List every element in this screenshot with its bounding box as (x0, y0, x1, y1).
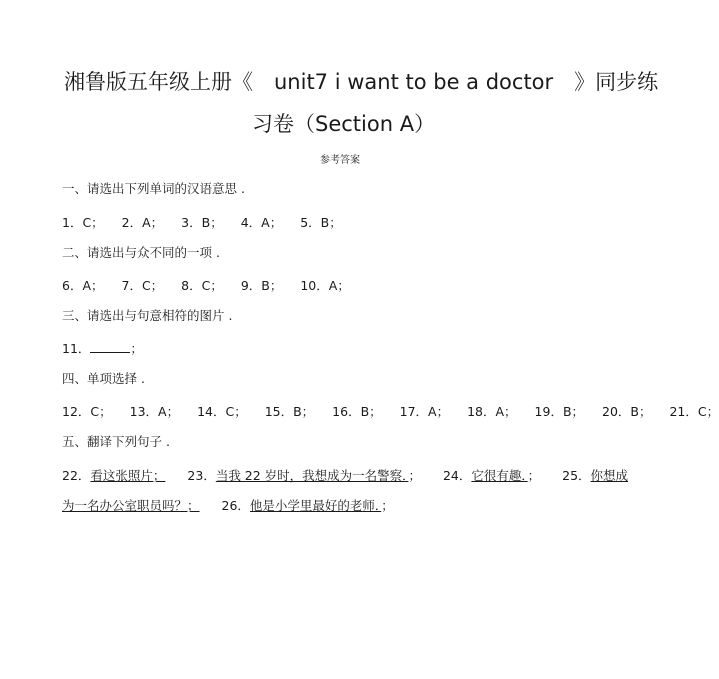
answer-11-blank (90, 341, 130, 353)
answer-7: 7．C； (121, 278, 164, 293)
answer-15: 15．B； (264, 404, 315, 419)
section-1-heading: 一、请选出下列单词的汉语意思 . (62, 181, 245, 196)
answer-12: 12．C； (62, 404, 112, 419)
section-5-answers-line1 (62, 468, 628, 484)
answer-22-number: 22． (62, 468, 91, 483)
answer-11-number: 11． (62, 341, 91, 356)
answer-4: 4．A； (240, 215, 283, 230)
answer-10: 10．A； (300, 278, 350, 293)
answer-25-number: 25． (562, 468, 591, 483)
section-1-answers (62, 215, 356, 231)
answer-22-text: 看这张照片； (90, 468, 166, 483)
answer-21: 21．C； (669, 404, 719, 419)
answer-9: 9．B； (240, 278, 283, 293)
answer-17: 17．A； (399, 404, 450, 419)
answer-5: 5．B； (300, 215, 342, 230)
section-3-heading: 三、请选出与句意相符的图片 . (62, 308, 233, 323)
answer-24-text: 它很有趣． (471, 468, 528, 483)
section-4-answers (62, 404, 719, 420)
answer-1: 1．C； (62, 215, 104, 230)
answer-11-suffix: ； (130, 341, 143, 356)
answer-19: 19．B； (534, 404, 585, 419)
answer-20: 20．B； (602, 404, 652, 419)
answer-key-subtitle: 参考答案 (320, 155, 360, 166)
answer-26-text: 他是小学里最好的老师． (249, 498, 382, 513)
section-5-answers-line2 (62, 498, 394, 514)
answer-23-text: 当我 22 岁时，我想成为一名警察． (215, 468, 409, 483)
answer-23-number: 23． (187, 468, 216, 483)
answer-6: 6．A； (62, 278, 104, 293)
answer-3: 3．B； (181, 215, 223, 230)
answer-25-text-b: 为一名办公室职员吗？； (62, 498, 200, 513)
answer-26-suffix: ； (381, 498, 394, 513)
answer-8: 8．C； (181, 278, 223, 293)
section-2-heading: 二、请选出与众不同的一项 . (62, 245, 220, 260)
section-2-answers (62, 278, 364, 294)
section-3-answers (62, 341, 143, 357)
answer-23-suffix: ； (408, 468, 421, 483)
answer-18: 18．A； (467, 404, 517, 419)
section-4-heading: 四、单项选择 . (62, 371, 145, 386)
answer-16: 16．B； (332, 404, 382, 419)
section-5-heading: 五、翻译下列句子 . (62, 434, 170, 449)
answer-24-number: 24． (442, 468, 472, 483)
document-title-line2: 习卷（Section A） (252, 112, 436, 136)
answer-25-text-a: 你想成 (590, 468, 629, 483)
answer-24-suffix: ； (527, 468, 541, 483)
answer-14: 14．C； (197, 404, 247, 419)
answer-13: 13．A； (129, 404, 180, 419)
document-title-line1: 湘鲁版五年级上册《 unit7 i want to be a doctor 》同步练 (64, 70, 659, 94)
answer-2: 2．A； (121, 215, 164, 230)
answer-26-number: 26． (221, 498, 250, 513)
